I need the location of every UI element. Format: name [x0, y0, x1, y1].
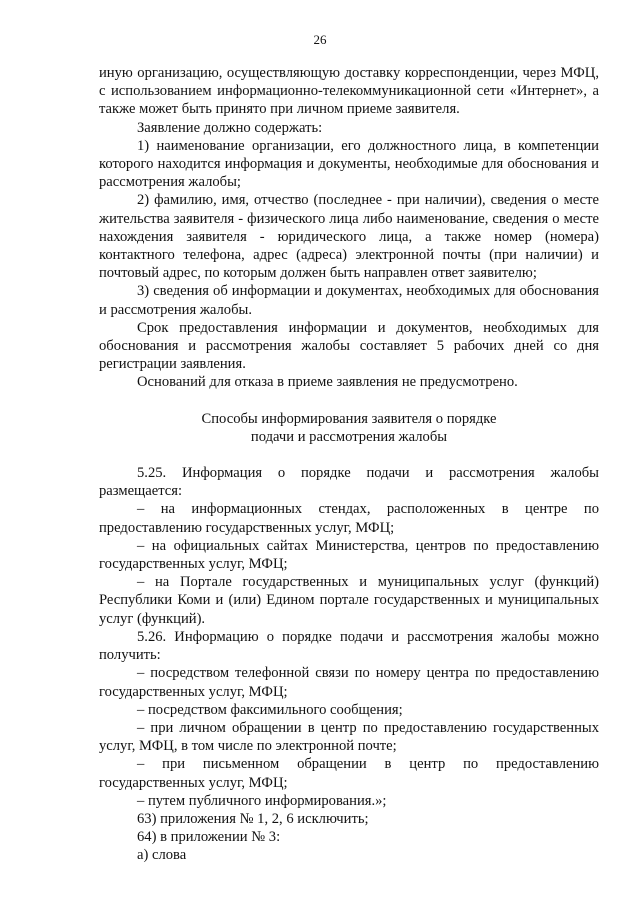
list-item-personal: – при личном обращении в центр по предоставлению государственных услуг, МФЦ, в том числе по электронной почте; [99, 719, 599, 755]
paragraph-application-contents: Заявление должно содержать: [137, 119, 323, 136]
list-item-fax: – посредством факсимильного сообщения; [137, 701, 403, 718]
paragraph-continuation: иную организацию, осуществляющую доставку корреспонденции, через МФЦ, с использованием информационно-телекоммуникационной сети «Интернет», а также может быть принято при личном приеме заявителя. [99, 65, 599, 118]
section-heading-line-1: Способы информирования заявителя о порядке [201, 410, 497, 427]
list-item-portal: – на Портале государственных и муниципальных услуг (функций) Республики Коми и (или) Едином портале государственных и муниципальных услуг (функций). [99, 574, 599, 627]
list-item-3: 3) сведения об информации и документах, необходимых для обоснования и рассмотрения жалобы. [99, 283, 599, 318]
subitem-a: а) слова [137, 847, 187, 864]
paragraph-5-26: 5.26. Информацию о порядке подачи и рассмотрения жалобы можно получить: [99, 628, 599, 664]
list-item-websites: – на официальных сайтах Министерства, центров по предоставлению государственных услуг, МФЦ; [99, 537, 599, 573]
list-item-stands: – на информационных стендах, расположенных в центре по предоставлению государственных услуг, МФЦ; [99, 501, 599, 536]
paragraph-5-25: 5.25. Информация о порядке подачи и рассмотрения жалобы размещается: [99, 465, 599, 500]
item-64: 64) в приложении № 3: [137, 829, 281, 846]
document-body [99, 64, 599, 865]
list-item-public: – путем публичного информирования.»; [137, 792, 387, 809]
list-item-1: 1) наименование организации, его должностного лица, в компетенции которого находится информация и документы, необходимые для обоснования и рассмотрения жалобы; [99, 137, 599, 191]
page-number: 26 [313, 32, 327, 47]
list-item-written: – при письменном обращении в центр по предоставлению государственных услуг, МФЦ; [99, 756, 599, 791]
section-heading [99, 410, 599, 446]
section-heading-line-2: подачи и рассмотрения жалобы [250, 428, 448, 445]
list-item-2: 2) фамилию, имя, отчество (последнее - при наличии), сведения о месте жительства заявителя - физического лица либо наименование, сведения о месте нахождения заявителя - юридического лица, а также номер (номера) контактного телефона, адрес (адреса) электронной почты (при наличии) и почтовый адрес, по которым должен быть направлен ответ заявителю; [99, 192, 599, 282]
item-63: 63) приложения № 1, 2, 6 исключить; [137, 810, 369, 827]
paragraph-no-refusal: Оснований для отказа в приеме заявления не предусмотрено. [137, 374, 518, 391]
list-item-phone: – посредством телефонной связи по номеру центра по предоставлению государственных услуг, МФЦ; [99, 665, 599, 700]
paragraph-deadline: Срок предоставления информации и документов, необходимых для обоснования и рассмотрения жалобы составляет 5 рабочих дней со дня регистрации заявления. [99, 319, 599, 373]
